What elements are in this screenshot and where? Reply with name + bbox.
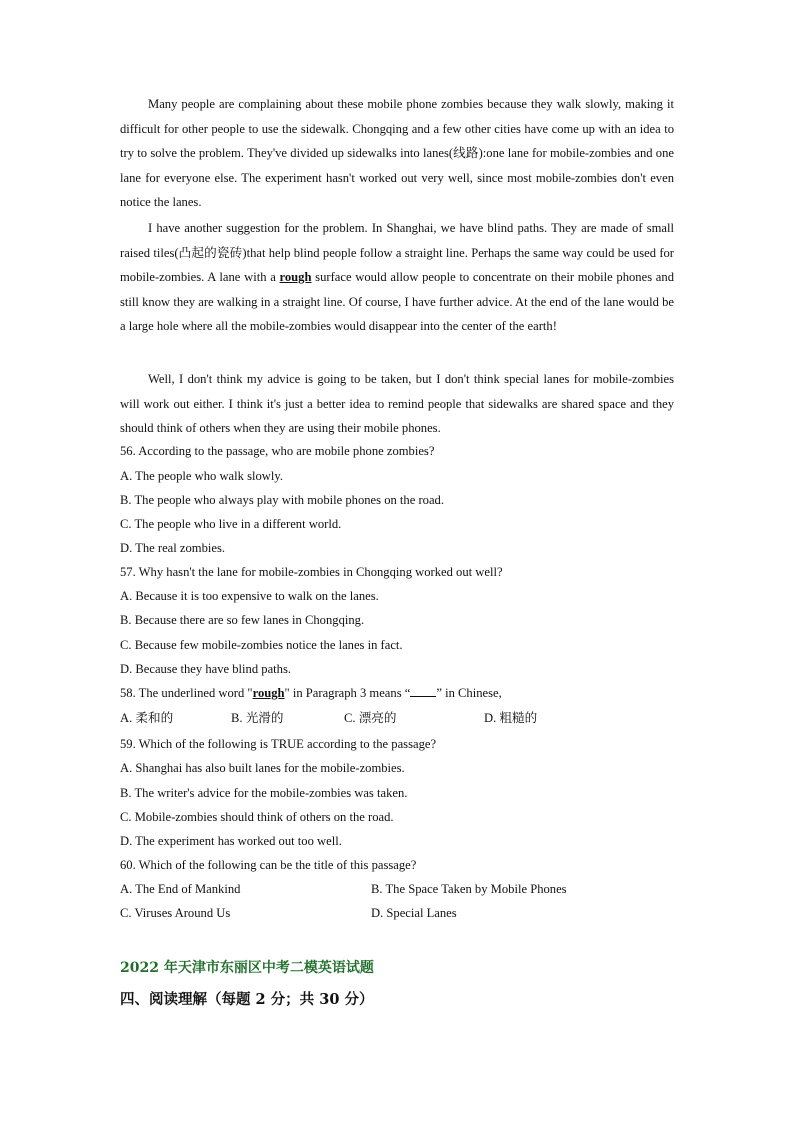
question-57-option-d: D. Because they have blind paths. — [120, 662, 292, 676]
passage-paragraph-2 — [120, 216, 674, 339]
underlined-word-rough-q58: rough — [252, 686, 285, 700]
question-58-stem-start: 58. The underlined word " — [120, 686, 253, 700]
answer-blank — [410, 684, 436, 697]
question-60-option-d: D. Special Lanes — [371, 906, 457, 920]
question-59-stem: 59. Which of the following is TRUE according to the passage? — [120, 737, 437, 751]
underlined-word-rough: rough — [279, 270, 312, 285]
paragraph-2-text-start: I have another suggestion for the problem. In Shanghai, we have blind paths. They are made of small raised tiles(凸起的瓷砖)that help blind people follow a straight line. Perhaps the same way could be used for mobile-zombies. A lane with a — [120, 221, 674, 285]
question-57-option-c: C. Because few mobile-zombies notice the lanes in fact. — [120, 638, 403, 652]
question-58-stem — [120, 684, 502, 702]
question-60-option-a: A. The End of Mankind — [120, 882, 241, 896]
question-59-option-b: B. The writer's advice for the mobile-zombies was taken. — [120, 786, 408, 800]
passage-paragraph-1: Many people are complaining about these mobile phone zombies because they walk slowly, making it difficult for other people to use the sidewalk. Chongqing and a few other cities have come up with an idea to try to solve the problem. They've divided up sidewalks into lanes(线路):one lane for mobile-zombies and one lane for everyone else. The experiment hasn't worked out very well, since most mobile-zombies don't even notice the lanes. — [120, 97, 674, 210]
exam-title: 2022 年天津市东丽区中考二模英语试题 — [120, 960, 374, 976]
question-56-option-a: A. The people who walk slowly. — [120, 469, 283, 483]
question-56-option-d: D. The real zombies. — [120, 541, 226, 555]
question-59-option-c: C. Mobile-zombies should think of others on the road. — [120, 810, 394, 824]
section-title: 四、阅读理解（每题 2 分；共 30 分） — [120, 991, 374, 1008]
question-60-option-b: B. The Space Taken by Mobile Phones — [371, 882, 567, 896]
question-57-option-a: A. Because it is too expensive to walk on the lanes. — [120, 589, 379, 603]
paragraph-2-text-end: surface would allow people to concentrate on their mobile phones and still know they are walking in a straight line. Of course, I have further advice. At the end of the lane would be a large hole where all the mobile-zombies would disappear into the center of the earth! — [120, 270, 674, 334]
question-59-option-d: D. The experiment has worked out too well. — [120, 834, 342, 848]
question-58-option-d: D. 粗糙的 — [484, 711, 538, 725]
question-56-stem: 56. According to the passage, who are mobile phone zombies? — [120, 444, 435, 458]
question-57-stem: 57. Why hasn't the lane for mobile-zombies in Chongqing worked out well? — [120, 565, 503, 579]
question-60-option-c: C. Viruses Around Us — [120, 906, 231, 920]
question-59-option-a: A. Shanghai has also built lanes for the mobile-zombies. — [120, 761, 405, 775]
question-58-option-c: C. 漂亮的 — [344, 711, 397, 725]
question-58-option-a: A. 柔和的 — [120, 711, 174, 725]
question-57-option-b: B. Because there are so few lanes in Chongqing. — [120, 613, 365, 627]
passage-paragraph-3: Well, I don't think my advice is going to be taken, but I don't think special lanes for mobile-zombies will work out either. I think it's just a better idea to remind people that sidewalks are shared space and they should think of others when they are using their mobile phones. — [120, 372, 674, 436]
question-60-stem: 60. Which of the following can be the title of this passage? — [120, 858, 417, 872]
question-58-stem-mid: " in Paragraph 3 means “ — [284, 686, 411, 700]
question-56-option-c: C. The people who live in a different world. — [120, 517, 342, 531]
question-58-option-b: B. 光滑的 — [231, 711, 284, 725]
question-56-option-b: B. The people who always play with mobile phones on the road. — [120, 493, 444, 507]
question-58-stem-end: ” in Chinese, — [436, 686, 502, 700]
